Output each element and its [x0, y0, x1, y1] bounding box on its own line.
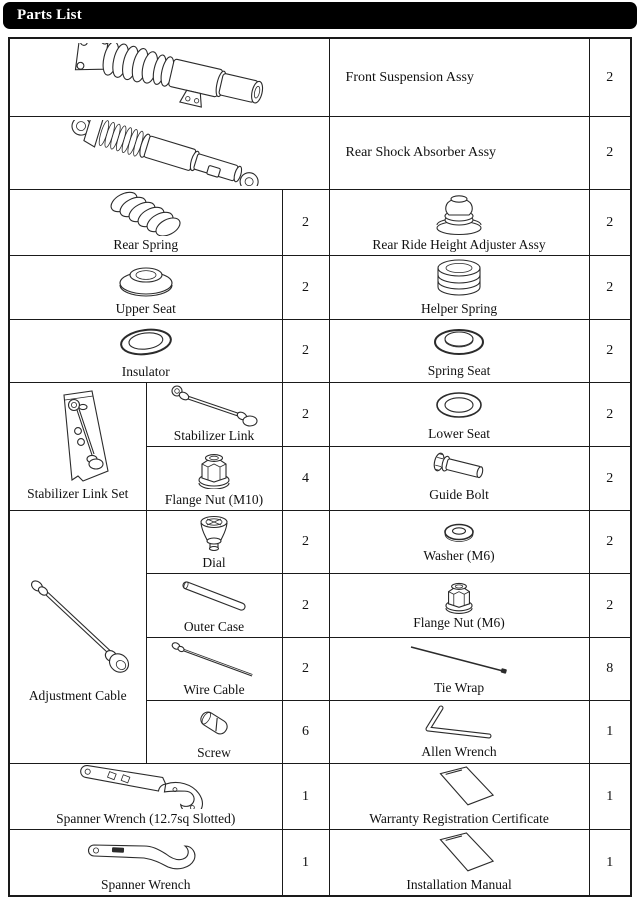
part-qty: 1 [302, 854, 310, 870]
document-sheet-illustration [407, 764, 511, 810]
helper-spring-illustration [421, 256, 497, 300]
document-sheet-illustration [407, 830, 511, 876]
part-qty: 2 [302, 661, 310, 676]
part-qty: 2 [606, 279, 614, 295]
dial-cell [146, 511, 282, 574]
guide-bolt-cell [329, 447, 589, 511]
screw-illustration [195, 707, 233, 739]
part-qty-cell [282, 256, 329, 320]
allen-wrench-illustration [417, 703, 501, 743]
page-title: Parts List [17, 7, 82, 23]
flange-nut-illustration [439, 578, 479, 614]
table-row [9, 38, 631, 117]
part-qty-cell [589, 383, 631, 447]
part-qty-cell [282, 383, 329, 447]
part-label: Flange Nut (M10) [164, 492, 264, 507]
part-label: Wire Cable [183, 682, 245, 697]
part-label: Stabilizer Link [173, 428, 255, 443]
part-qty-cell [589, 447, 631, 511]
adjustment-cable-cell [9, 511, 146, 764]
part-label: Rear Spring [113, 237, 179, 252]
stabilizer-link-set-cell [9, 383, 146, 511]
warranty-certificate-cell [329, 764, 589, 830]
part-qty: 2 [606, 406, 614, 422]
part-qty-cell [589, 117, 631, 190]
part-qty-cell [282, 190, 329, 256]
part-label: Rear Ride Height Adjuster Assy [372, 237, 546, 252]
stabilizer-link-set-bag-illustration [34, 389, 122, 485]
front-suspension-illustration [51, 43, 287, 113]
part-qty-cell [589, 38, 631, 117]
part-qty: 1 [606, 724, 614, 739]
part-qty: 1 [606, 788, 614, 804]
insulator-ring-illustration [107, 323, 185, 361]
stabilizer-link-illustration [160, 383, 268, 427]
part-label: Stabilizer Link Set [27, 486, 129, 501]
part-qty: 2 [302, 343, 310, 358]
part-qty: 6 [302, 724, 310, 739]
part-qty-cell [282, 447, 329, 511]
allen-wrench-cell [329, 701, 589, 764]
part-label: Screw [197, 745, 231, 760]
part-label: Rear Shock Absorber Assy [345, 145, 497, 160]
outer-case-tube-illustration [172, 576, 256, 616]
lower-seat-illustration [423, 385, 495, 425]
part-qty-cell [589, 256, 631, 320]
part-label: Warranty Registration Certificate [369, 811, 549, 826]
part-label-cell [329, 117, 589, 190]
part-qty: 2 [302, 406, 310, 422]
part-qty: 2 [606, 534, 614, 549]
rear-spring-cell [9, 190, 282, 256]
part-qty: 2 [606, 69, 614, 85]
part-qty-cell [282, 574, 329, 638]
part-label: Front Suspension Assy [345, 69, 474, 85]
dial-knob-illustration [192, 513, 236, 553]
part-qty-cell [589, 511, 631, 574]
part-qty: 2 [606, 470, 614, 486]
part-qty-cell [282, 830, 329, 897]
spanner-wrench-cell [9, 830, 282, 897]
part-label: Flange Nut (M6) [413, 615, 505, 630]
helper-spring-cell [329, 256, 589, 320]
tie-wrap-cell [329, 638, 589, 701]
part-label: Allen Wrench [421, 743, 497, 759]
part-qty: 1 [606, 854, 614, 870]
part-qty: 2 [606, 145, 614, 160]
flange-nut-illustration [191, 449, 237, 489]
hook-spanner-wrench-illustration [82, 834, 210, 872]
part-qty: 2 [606, 343, 614, 358]
table-row [9, 190, 631, 256]
spring-seat-cell [329, 320, 589, 383]
part-qty-cell [282, 638, 329, 701]
part-qty: 8 [606, 661, 614, 676]
part-label: Spanner Wrench (12.7sq Slotted) [56, 811, 236, 826]
part-qty-cell [589, 701, 631, 764]
part-qty-cell [282, 701, 329, 764]
parts-list-header [3, 2, 637, 29]
part-label: Washer (M6) [423, 547, 495, 563]
part-qty-cell [282, 320, 329, 383]
coil-spring-illustration [100, 190, 192, 236]
part-qty-cell [589, 638, 631, 701]
part-label-cell [329, 38, 589, 117]
flange-nut-m6-cell [329, 574, 589, 638]
part-qty: 2 [606, 214, 614, 230]
spanner-slotted-cell [9, 764, 282, 830]
upper-seat-cell [9, 256, 282, 320]
guide-bolt-illustration [426, 452, 492, 486]
part-label: Lower Seat [428, 426, 490, 441]
part-qty: 2 [302, 534, 310, 549]
washer-m6-cell [329, 511, 589, 574]
part-label: Outer Case [183, 619, 245, 634]
part-qty: 4 [302, 470, 310, 486]
part-qty-cell [589, 764, 631, 830]
part-label: Installation Manual [406, 877, 512, 892]
part-qty-cell [589, 190, 631, 256]
part-label: Guide Bolt [429, 487, 489, 502]
upper-seat-illustration [106, 257, 186, 299]
table-row [9, 117, 631, 190]
outer-case-cell [146, 574, 282, 638]
part-label: Insulator [121, 364, 170, 379]
table-row [9, 256, 631, 320]
spring-seat-illustration [422, 322, 496, 362]
table-row [9, 511, 631, 574]
part-label: Tie Wrap [433, 679, 485, 695]
part-qty-cell [282, 764, 329, 830]
stabilizer-link-cell [146, 383, 282, 447]
screw-cell [146, 701, 282, 764]
rear-shock-image-cell [9, 117, 329, 190]
part-label: Spring Seat [427, 362, 491, 378]
part-qty: 1 [302, 788, 310, 804]
wire-cable-cell [146, 638, 282, 701]
rear-shock-illustration [61, 120, 277, 186]
ride-height-adjuster-cell [329, 190, 589, 256]
part-label: Helper Spring [420, 301, 498, 316]
washer-illustration [437, 519, 481, 547]
part-qty: 2 [606, 597, 614, 613]
ride-height-adjuster-illustration [425, 190, 493, 236]
part-label: Dial [202, 555, 226, 570]
part-qty: 2 [302, 214, 310, 230]
adjustment-cable-illustration [20, 569, 136, 687]
insulator-cell [9, 320, 282, 383]
installation-manual-cell [329, 830, 589, 897]
part-label: Upper Seat [115, 301, 176, 316]
slotted-spanner-wrench-illustration [71, 765, 221, 809]
front-suspension-image-cell [9, 38, 329, 117]
lower-seat-cell [329, 383, 589, 447]
table-row [9, 383, 631, 447]
part-qty-cell [589, 320, 631, 383]
part-qty-cell [282, 511, 329, 574]
table-row [9, 320, 631, 383]
part-qty: 2 [302, 279, 310, 295]
part-label: Spanner Wrench [100, 877, 191, 892]
part-qty-cell [589, 574, 631, 638]
table-row [9, 830, 631, 897]
flange-nut-m10-cell [146, 447, 282, 511]
parts-table [8, 37, 632, 897]
table-row [9, 764, 631, 830]
part-qty: 2 [302, 597, 310, 613]
wire-cable-illustration [166, 639, 262, 681]
part-qty-cell [589, 830, 631, 897]
tie-wrap-illustration [403, 641, 515, 679]
part-label: Adjustment Cable [28, 687, 127, 703]
